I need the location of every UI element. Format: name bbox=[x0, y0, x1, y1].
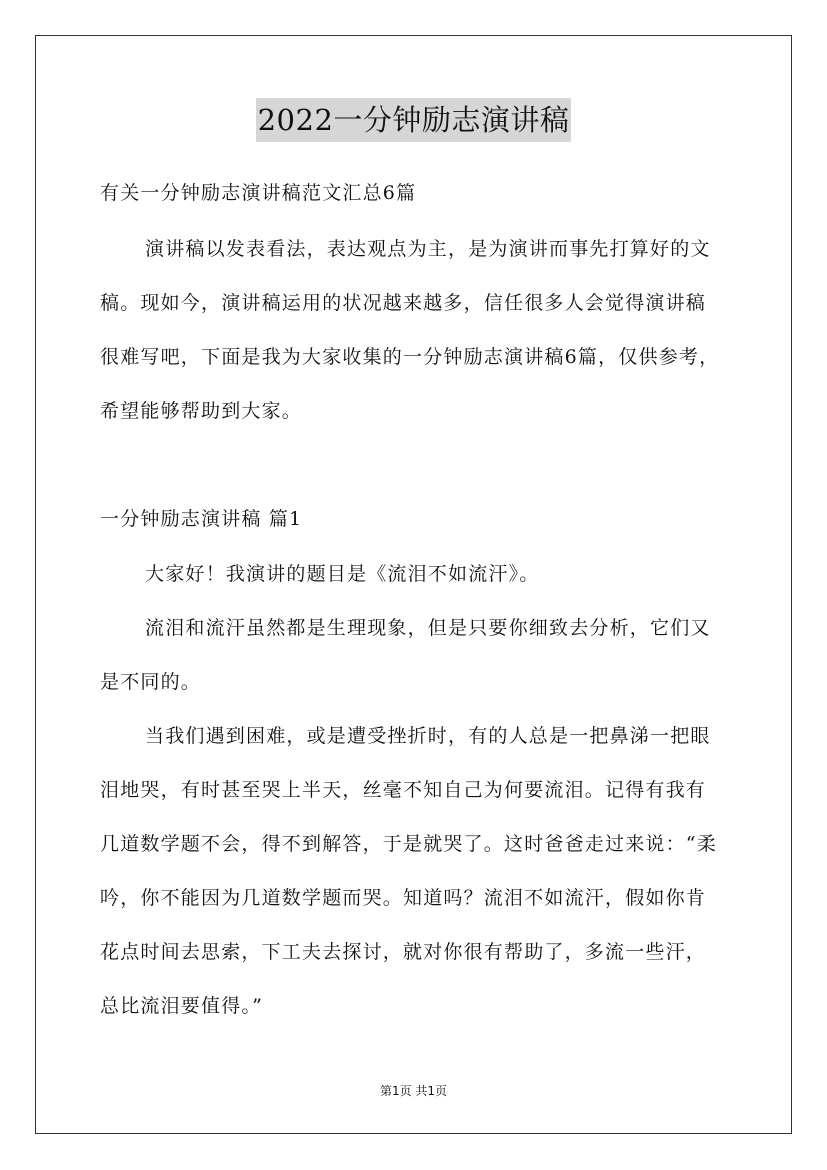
intro-line-3: 很难写吧，下面是我为大家收集的一分钟励志演讲稿6篇，仅供参考， bbox=[100, 346, 720, 368]
body-line-3: 是不同的。 bbox=[100, 671, 202, 693]
document-subtitle: 有关一分钟励志演讲稿范文汇总6篇 bbox=[100, 182, 417, 204]
intro-line-2: 稿。现如今，演讲稿运用的状况越来越多，信任很多人会觉得演讲稿 bbox=[100, 292, 707, 314]
body-line-6: 几道数学题不会，得不到解答，于是就哭了。这时爸爸走过来说：“柔 bbox=[100, 833, 717, 855]
body-line-2: 流泪和流汗虽然都是生理现象，但是只要你细致去分析，它们又 bbox=[145, 617, 711, 639]
page-footer: 第1页 共1页 bbox=[379, 1084, 448, 1098]
section-heading: 一分钟励志演讲稿 篇1 bbox=[100, 508, 303, 530]
body-line-1: 大家好！我演讲的题目是《流泪不如流汗》。 bbox=[145, 563, 540, 585]
body-line-8: 花点时间去思索，下工夫去探讨，就对你很有帮助了，多流一些汗， bbox=[100, 941, 707, 963]
document-title: 2022一分钟励志演讲稿 bbox=[256, 98, 572, 142]
title-container bbox=[0, 98, 827, 142]
intro-line-4: 希望能够帮助到大家。 bbox=[100, 400, 303, 422]
intro-line-1: 演讲稿以发表看法，表达观点为主，是为演讲而事先打算好的文 bbox=[145, 238, 711, 260]
body-line-4: 当我们遇到困难，或是遭受挫折时，有的人总是一把鼻涕一把眼 bbox=[145, 725, 711, 747]
body-line-5: 泪地哭，有时甚至哭上半天，丝毫不知自己为何要流泪。记得有我有 bbox=[100, 779, 707, 801]
body-line-7: 吟，你不能因为几道数学题而哭。知道吗？流泪不如流汗，假如你肯 bbox=[100, 887, 707, 909]
body-line-9: 总比流泪要值得。” bbox=[100, 995, 264, 1017]
